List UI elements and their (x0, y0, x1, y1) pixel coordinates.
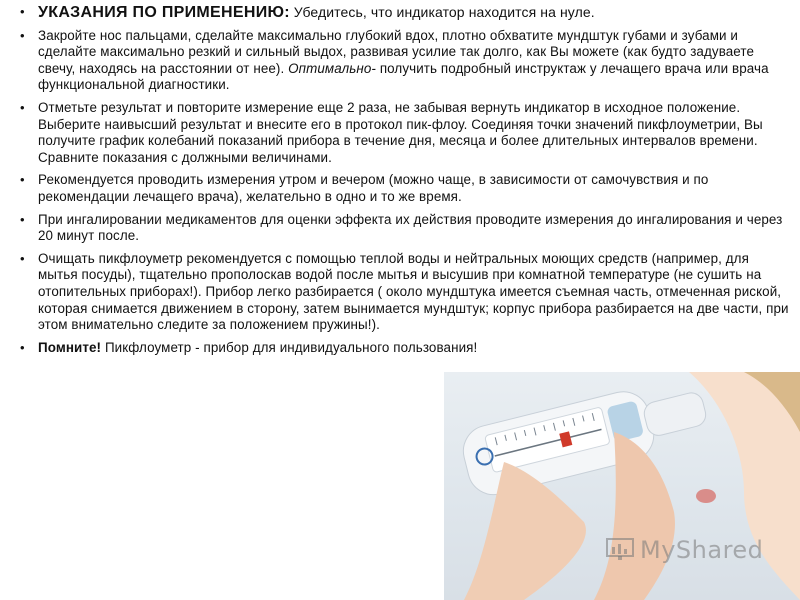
bullet-icon: • (20, 211, 25, 227)
list-item-text: Рекомендуется проводить измерения утром и вечером (можно чаще, в зависимости от самочувствия и по рекомендации лечащего врача), желательно в одно и то же время. (38, 172, 709, 204)
reminder-label: Помните! (38, 339, 102, 355)
list-item-text: Закройте нос пальцами, сделайте максимально глубокий вдох, плотно обхватите мундштук губами и зубами и сделайте максимально резкий и сильный выдох, развивая усилие так долго, как Вы можете (как будто задуваете свечу, находясь на расстоянии от нее). (38, 27, 755, 76)
list-item-emphasis: Оптимально- (288, 60, 376, 76)
photo-illustration (444, 372, 800, 600)
bullet-icon: • (20, 250, 25, 266)
list-item (12, 172, 790, 205)
heading-note: Убедитесь, что индикатор находится на нуле. (293, 4, 595, 20)
bullet-icon: • (20, 4, 25, 19)
list-item-text: получить подробный инструктаж у лечащего врача или врача функциональной диагностики. (38, 60, 769, 93)
list-item-heading (12, 4, 790, 22)
reminder-text: Пикфлоуметр - прибор для индивидуального пользования! (104, 339, 478, 355)
bullet-icon: • (20, 99, 25, 115)
bullet-icon: • (20, 339, 25, 355)
watermark-logo (606, 536, 763, 564)
peak-flow-meter-photo (444, 372, 800, 600)
list-item (12, 212, 790, 245)
bullet-icon: • (20, 27, 25, 43)
list-item-reminder (12, 340, 790, 357)
heading-title: УКАЗАНИЯ ПО ПРИМЕНЕНИЮ: (38, 4, 290, 21)
list-item-text: Отметьте результат и повторите измерение еще 2 раза, не забывая вернуть индикатор в исходное положение. Выберите наивысший результат и внесите его в протокол пик-флоу. Соединяя точки значений пикфлоуметрии, Вы получите график колебаний показаний прибора в течение дня, месяца и более длительных интервалов времени. Сравните показания с должными величинами. (38, 99, 763, 165)
list-item-text: При ингалировании медикаментов для оценки эффекта их действия проводите измерения до ингалирования и через 20 минут после. (38, 211, 783, 244)
list-item-text: Очищать пикфлоуметр рекомендуется с помощью теплой воды и нейтральных моющих средств (например, для мытья посуды), тщательно прополоскав водой после мытья и высушив при комнатной температуре (не сушить на отопительных приборах!). Прибор легко разбирается ( около мундштука имеется съемная часть, отмеченная риской, которая снимается движением в сторону, затем вынимается мундштук; корпус прибора разбирается на две части, при этом внимательно следите за положением пружины!). (38, 250, 789, 333)
instruction-list (12, 4, 790, 362)
watermark-text: MyShared (640, 536, 764, 564)
chart-icon (606, 538, 634, 562)
bullet-icon: • (20, 172, 25, 188)
list-item (12, 100, 790, 166)
list-item (12, 28, 790, 94)
list-item (12, 251, 790, 334)
